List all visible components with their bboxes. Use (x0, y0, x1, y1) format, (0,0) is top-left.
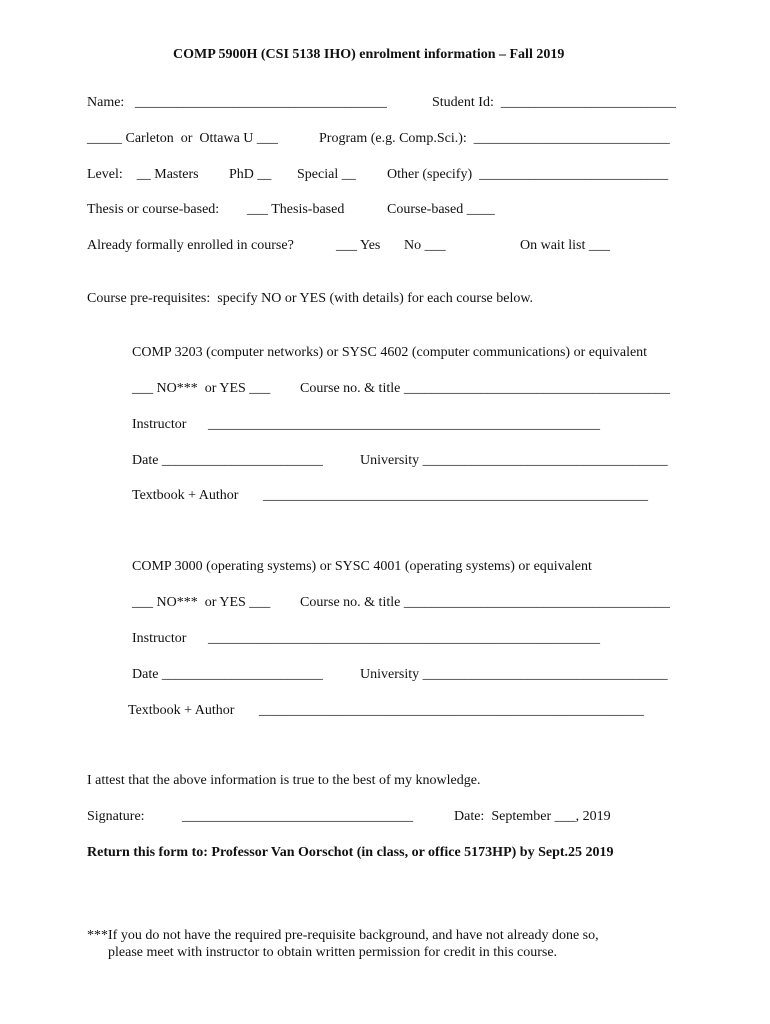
student-id-field: Student Id: _________________________ (432, 95, 676, 110)
course-2-instructor-label: Instructor (132, 631, 187, 646)
signature-date: Date: September ___, 2019 (454, 809, 611, 824)
course-1-university: University ___________________________________ (360, 453, 668, 468)
program-field: Program (e.g. Comp.Sci.): ____________________________ (319, 131, 670, 146)
course-1-date: Date _______________________ (132, 453, 323, 468)
prereq-intro: Course pre-requisites: specify NO or YES (with details) for each course below. (87, 291, 534, 306)
level-other: Other (specify) ___________________________ (387, 167, 669, 182)
course-2-no-yes: ___ NO*** or YES ___ (132, 595, 271, 610)
course-2-university: University ___________________________________ (360, 667, 668, 682)
course-2-date: Date _______________________ (132, 667, 323, 682)
return-instructions: Return this form to: Professor Van Oorschot (in class, or office 5173HP) by Sept.25 2019 (87, 845, 614, 860)
course-1-instructor-label: Instructor (132, 417, 187, 432)
carleton-ottawa-choice: _____ Carleton or Ottawa U ___ (87, 131, 278, 146)
enrolled-yes: ___ Yes (336, 238, 381, 253)
signature-line: _________________________________ (182, 809, 413, 824)
course-1-instructor-line: ________________________________________________________ (208, 417, 600, 432)
name-field: Name: ____________________________________ (87, 95, 387, 110)
form-title: COMP 5900H (CSI 5138 IHO) enrolment information – Fall 2019 (173, 47, 565, 62)
footnote-line-1: ***If you do not have the required pre-requisite background, and have not already done so, (87, 928, 599, 943)
enrolled-no: No ___ (404, 238, 446, 253)
footnote-line-2: please meet with instructor to obtain written permission for credit in this course. (108, 945, 558, 960)
attest-statement: I attest that the above information is true to the best of my knowledge. (87, 773, 481, 788)
course-2-heading: COMP 3000 (operating systems) or SYSC 4001 (operating systems) or equivalent (132, 559, 592, 574)
course-1-textbook-line: _______________________________________________________ (263, 488, 648, 503)
signature-label: Signature: (87, 809, 145, 824)
course-1-course-no: Course no. & title ______________________________________ (300, 381, 670, 396)
level-masters: Level: __ Masters (87, 167, 199, 182)
course-1-heading: COMP 3203 (computer networks) or SYSC 4602 (computer communications) or equivalent (132, 345, 648, 360)
course-2-instructor-line: ________________________________________________________ (208, 631, 600, 646)
course-2-course-no: Course no. & title ______________________________________ (300, 595, 670, 610)
course-2-textbook-line: _______________________________________________________ (259, 703, 644, 718)
level-phd: PhD __ (229, 167, 272, 182)
thesis-course-label: Thesis or course-based: (87, 202, 220, 217)
wait-list-option: On wait list ___ (520, 238, 610, 253)
course-2-textbook-label: Textbook + Author (128, 703, 235, 718)
enrolled-label: Already formally enrolled in course? (87, 238, 294, 253)
course-1-textbook-label: Textbook + Author (132, 488, 239, 503)
course-1-no-yes: ___ NO*** or YES ___ (132, 381, 271, 396)
thesis-based-option: ___ Thesis-based (247, 202, 345, 217)
level-special: Special __ (297, 167, 356, 182)
course-based-option: Course-based ____ (387, 202, 495, 217)
